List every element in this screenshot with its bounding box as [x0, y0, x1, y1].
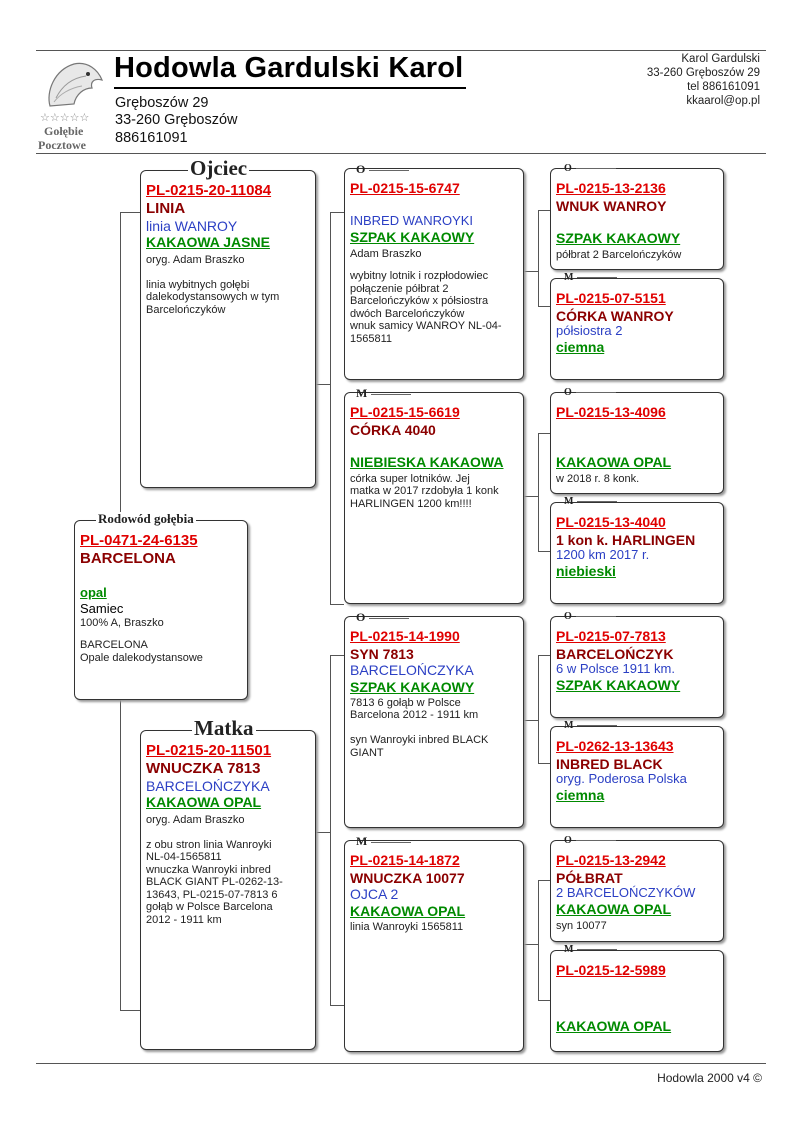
connector [524, 944, 538, 945]
connector [538, 433, 539, 551]
ring-number: PL-0215-20-11501 [146, 742, 272, 759]
sex-marker-m: M [564, 720, 617, 731]
contact-address: 33-260 Gręboszów 29 [646, 67, 760, 79]
card-fm[interactable] [344, 392, 524, 604]
footer-rule [36, 1063, 766, 1064]
connector [120, 212, 140, 213]
bird-origin: oryg. Adam Braszko [146, 814, 245, 827]
ring-number: PL-0215-12-5989 [556, 962, 666, 978]
bird-note: w 2018 r. 8 konk. [556, 472, 640, 485]
bird-name: WNUCZKA 7813 [146, 760, 261, 778]
bird-line: 6 w Polsce 1911 km. [556, 661, 675, 677]
contact-block [647, 52, 760, 108]
bird-color: SZPAK KAKAOWY [556, 677, 681, 694]
bird-color: NIEBIESKA KAKAOWA [350, 454, 504, 471]
card-mf[interactable] [344, 616, 524, 828]
card-mmf[interactable] [550, 840, 724, 942]
bird-name: BARCELONA [80, 550, 176, 568]
bird-owner: 100% A, Braszko [80, 616, 164, 629]
ring-number: PL-0215-20-11084 [146, 182, 272, 199]
bird-name: WNUK WANROY [556, 198, 667, 215]
bird-note: z obu stron linia Wanroyki NL-04-1565811 wnuczka Wanroyki inbred BLACK GIANT PL-0262-13- 13643, PL-0215-07-7813 6 gołąb w Polsce Barcelona 2012 - 1911 km [146, 838, 283, 926]
bird-color: SZPAK KAKAOWY [350, 678, 475, 695]
ring-number: PL-0215-13-2942 [556, 852, 666, 868]
sex-marker-m: M [564, 944, 617, 955]
ring-number: PL-0215-14-1872 [350, 852, 460, 868]
ring-number: PL-0215-15-6747 [350, 180, 460, 196]
sex-marker-o: O [564, 387, 616, 398]
sex-marker-m: M [564, 272, 617, 283]
bird-color: KAKAOWA OPAL [350, 902, 466, 919]
connector [538, 763, 550, 764]
bird-line: oryg. Poderosa Polska [556, 771, 687, 787]
connector [538, 655, 550, 656]
bird-name: BARCELOŃCZYK [556, 646, 674, 663]
bird-color: KAKAOWA OPAL [146, 793, 262, 810]
bird-name: PÓŁBRAT [556, 870, 623, 887]
card-mff[interactable] [550, 616, 724, 718]
sex-marker-o: O [356, 610, 409, 625]
ring-number: PL-0215-14-1990 [350, 628, 460, 644]
bird-name: 1 kon k. HARLINGEN [556, 532, 696, 549]
bird-name: LINIA [146, 200, 186, 218]
bird-line: BARCELOŃCZYKA [350, 662, 474, 679]
bird-note: półbrat 2 Barcelończyków [556, 248, 682, 261]
logo-text-2: Pocztowe [38, 138, 86, 152]
bird-color: KAKAOWA OPAL [556, 454, 672, 471]
connector [538, 306, 550, 307]
bird-color: KAKAOWA JASNE [146, 233, 270, 250]
connector [538, 433, 550, 434]
connector [330, 1005, 344, 1006]
bird-note: wybitny lotnik i rozpłodowiec połączenie półbrat 2 Barcelończyków x półsiostra dwóch Barcelończyków wnuk samicy WANROY NL-04- 1565811 [350, 270, 502, 345]
bird-note: syn 10077 [556, 919, 607, 932]
card-ffm[interactable] [550, 278, 724, 380]
ring-number: PL-0215-07-5151 [556, 290, 666, 306]
connector [538, 655, 539, 763]
card-fmf[interactable] [550, 392, 724, 494]
card-mm[interactable] [344, 840, 524, 1052]
card-fmm[interactable] [550, 502, 724, 604]
bird-name: CÓRKA 4040 [350, 422, 436, 439]
bird-color: KAKAOWA OPAL [556, 1018, 672, 1035]
bird-origin: Adam Braszko [350, 247, 422, 260]
top-rule [36, 50, 766, 51]
breeder-title: Hodowla Gardulski Karol [114, 52, 464, 84]
connector [538, 210, 539, 306]
connector [120, 700, 121, 1010]
connector [538, 210, 550, 211]
sex-marker-m: M [356, 386, 411, 401]
card-mfm[interactable] [550, 726, 724, 828]
bird-note: 7813 6 gołąb w Polsce Barcelona 2012 - 1911 km syn Wanroyki inbred BLACK GIANT [350, 696, 489, 759]
ring-number: PL-0471-24-6135 [80, 532, 198, 549]
bird-color: SZPAK KAKAOWY [350, 229, 475, 246]
ring-number: PL-0215-13-2136 [556, 180, 666, 196]
pigeon-logo [36, 58, 108, 154]
card-fff[interactable] [550, 168, 724, 270]
footer-text: Hodowla 2000 v4 © [657, 1071, 762, 1085]
connector [120, 1010, 140, 1011]
ring-number: PL-0215-07-7813 [556, 628, 666, 644]
contact-name: Karol Gardulski [681, 53, 760, 65]
bird-color: opal [80, 584, 107, 600]
connector [524, 496, 538, 497]
sex-marker-o: O [564, 611, 616, 622]
connector [330, 212, 331, 604]
logo-text-1: Gołębie [44, 124, 84, 138]
bird-origin: oryg. Adam Braszko [146, 254, 245, 267]
address-street: Gręboszów 29 [115, 95, 209, 111]
svg-text:☆☆☆☆☆: ☆☆☆☆☆ [40, 111, 90, 124]
bird-line: BARCELOŃCZYKA [146, 777, 270, 794]
connector [538, 880, 550, 881]
ring-number: PL-0215-13-4040 [556, 514, 666, 530]
phone: 886161091 [115, 130, 188, 146]
bird-line: 1200 km 2017 r. [556, 547, 650, 563]
card-root[interactable] [74, 520, 248, 700]
connector [316, 832, 330, 833]
card-mmm[interactable] [550, 950, 724, 1052]
bird-color: niebieski [556, 563, 616, 580]
connector [538, 880, 539, 1000]
bird-name: INBRED BLACK [556, 756, 663, 773]
bird-name: CÓRKA WANROY [556, 308, 674, 325]
sex-marker-o: O [564, 163, 616, 174]
contact-email: kkaarol@op.pl [686, 95, 760, 107]
father-label: Ojciec [190, 156, 248, 180]
connector [330, 655, 331, 1005]
card-ff[interactable] [344, 168, 524, 380]
pedigree-label: Rodowód gołębia [98, 511, 194, 526]
connector [330, 655, 344, 656]
ring-number: PL-0262-13-13643 [556, 738, 674, 754]
bird-name: SYN 7813 [350, 646, 414, 663]
sex-marker-o: O [356, 162, 409, 177]
sex-marker-m: M [356, 834, 411, 849]
bird-line: półsiostra 2 [556, 323, 623, 339]
bird-line: 2 BARCELOŃCZYKÓW [556, 885, 696, 901]
title-underline [114, 87, 466, 89]
bird-color: ciemna [556, 787, 605, 804]
bird-color: SZPAK KAKAOWY [556, 230, 681, 247]
bird-note: linia wybitnych gołębi dalekodystansowych w tym Barcelończyków [146, 278, 280, 316]
connector [524, 271, 538, 272]
card-mother[interactable] [140, 730, 316, 1050]
connector [316, 384, 330, 385]
connector [120, 212, 121, 514]
sex-marker-o: O [564, 835, 616, 846]
ring-number: PL-0215-13-4096 [556, 404, 666, 420]
bird-color: KAKAOWA OPAL [556, 901, 672, 918]
connector [330, 604, 344, 605]
connector [524, 720, 538, 721]
bird-name: WNUCZKA 10077 [350, 870, 465, 887]
header-rule [36, 153, 766, 154]
connector [330, 212, 344, 213]
ring-number: PL-0215-15-6619 [350, 404, 460, 420]
sex-marker-m: M [564, 496, 617, 507]
connector [538, 1000, 550, 1001]
bird-line: INBRED WANROYKI [350, 213, 474, 229]
card-father[interactable] [140, 170, 316, 488]
bird-note: córka super lotników. Jej matka w 2017 rzdobyła 1 konk HARLINGEN 1200 km!!!! [350, 472, 499, 510]
bird-line: OJCA 2 [350, 886, 399, 903]
bird-note: linia Wanroyki 1565811 [350, 920, 464, 933]
address-city: 33-260 Gręboszów [115, 112, 238, 128]
bird-color: ciemna [556, 339, 605, 356]
bird-sex: Samiec [80, 601, 124, 617]
bird-line: linia WANROY [146, 217, 238, 234]
mother-label: Matka [194, 716, 254, 740]
bird-note: BARCELONA Opale dalekodystansowe [80, 639, 203, 664]
connector [538, 551, 550, 552]
contact-tel: tel 886161091 [687, 81, 760, 93]
